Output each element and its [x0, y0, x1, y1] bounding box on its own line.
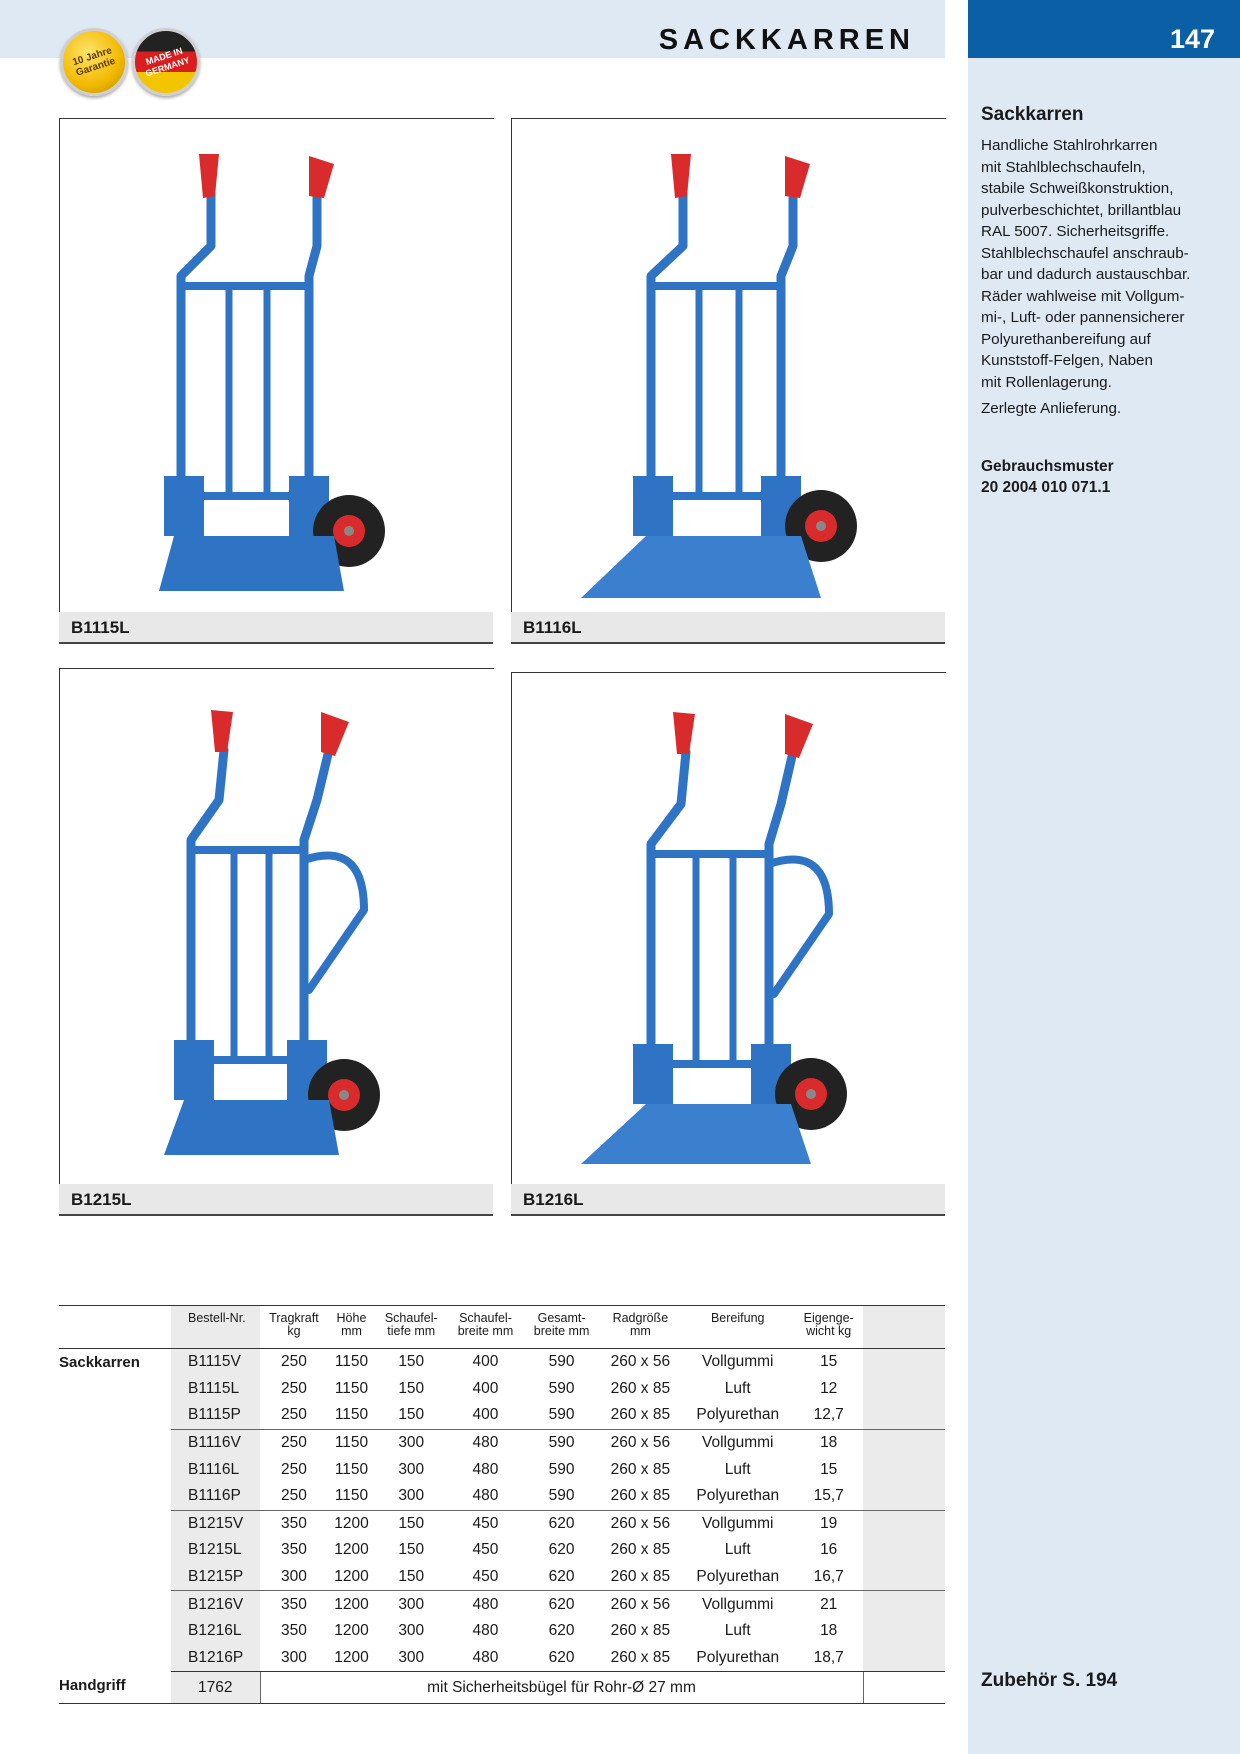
product-card-b1115l [59, 118, 493, 644]
table-cell: 480 [472, 1487, 499, 1505]
delivery-note: Zerlegte Anlieferung. [981, 400, 1122, 417]
description-line: Handliche Stahlrohrkarren [981, 137, 1158, 154]
table-cell: 150 [398, 1379, 425, 1397]
table-cell: 590 [548, 1487, 575, 1505]
table-cell: 15 [820, 1460, 838, 1478]
table-cell: 260 x 85 [610, 1460, 671, 1478]
table-row [59, 1510, 945, 1537]
header-hoehe [328, 1306, 375, 1349]
table-cell: 250 [281, 1379, 307, 1397]
table-cell: 300 [375, 1591, 447, 1618]
category-label: Handgriff [59, 1672, 171, 1704]
description-line: stabile Schweißkonstruktion, [981, 180, 1174, 197]
table-cell: 450 [472, 1568, 499, 1586]
article-number: B1216L [171, 1618, 260, 1645]
table-header-row [59, 1306, 945, 1349]
table-cell: Polyurethan [696, 1487, 780, 1505]
table-cell: 250 [281, 1460, 307, 1478]
description-line: RAL 5007. Sicherheitsgriffe. [981, 223, 1170, 240]
table-cell: Vollgummi [681, 1591, 794, 1618]
specification-table [59, 1305, 945, 1704]
table-row [59, 1349, 945, 1376]
hand-truck-icon [129, 136, 429, 616]
product-card-b1215l [59, 668, 493, 1216]
table-cell: 19 [794, 1510, 863, 1537]
sidebar-heading: Sackkarren [981, 104, 1084, 125]
description-paragraph [981, 135, 1206, 393]
article-number: B1216P [171, 1645, 260, 1672]
header-bereifung [681, 1306, 794, 1349]
table-cell: 18 [794, 1429, 863, 1456]
header-line: wicht kg [806, 1324, 852, 1338]
table-cell: 450 [472, 1541, 499, 1559]
gebrauchsmuster-number: 20 2004 010 071.1 [981, 479, 1111, 496]
table-cell: 1200 [334, 1568, 369, 1586]
article-number: B1215V [171, 1510, 260, 1537]
table-cell: 260 x 56 [600, 1510, 681, 1537]
table-cell-spacer [863, 1537, 945, 1564]
table-row [59, 1591, 945, 1618]
table-cell: Polyurethan [696, 1568, 780, 1586]
description-line: mi-, Luft- oder pannensicherer [981, 309, 1185, 326]
table-cell: 150 [375, 1510, 447, 1537]
article-number: B1115L [171, 1376, 260, 1403]
article-number: B1116P [171, 1483, 260, 1510]
table-cell: 350 [281, 1622, 307, 1640]
table-cell: 250 [281, 1406, 307, 1424]
category-label: Sackkarren [59, 1354, 140, 1371]
table-cell: 12 [820, 1379, 838, 1397]
table-cell: 21 [794, 1591, 863, 1618]
article-number: B1215L [171, 1537, 260, 1564]
table-cell: 250 [281, 1487, 307, 1505]
table-cell: 260 x 56 [610, 1353, 671, 1371]
table-cell: 1150 [334, 1460, 369, 1478]
table-row [59, 1537, 945, 1564]
table-cell: 1150 [334, 1353, 369, 1371]
table-cell: 260 x 85 [610, 1487, 671, 1505]
description-line: pulverbeschichtet, brillantblau [981, 201, 1182, 219]
header-line: Tragkraft [269, 1311, 319, 1325]
table-cell-spacer [863, 1564, 945, 1591]
guarantee-badge-text: 10 Jahre Garantie [71, 45, 117, 79]
table-cell: 480 [447, 1591, 523, 1618]
product-caption [511, 1184, 945, 1216]
product-caption [59, 1184, 493, 1216]
description-line: Räder wahlweise mit Vollgum- [981, 287, 1185, 305]
table-cell: Luft [724, 1541, 751, 1559]
table-cell: 260 x 85 [610, 1568, 671, 1586]
description-line: bar und dadurch austauschbar. [981, 266, 1191, 283]
page-number-tab [968, 0, 1240, 58]
handgriff-description: mit Sicherheitsbügel für Rohr-Ø 27 mm [260, 1672, 863, 1704]
table-cell: 1150 [334, 1487, 369, 1505]
article-number: B1116V [171, 1429, 260, 1456]
table-cell: 1200 [334, 1622, 369, 1640]
table-cell: 350 [260, 1510, 328, 1537]
hand-truck-wide-plate-icon [571, 136, 891, 616]
header-line: mm [629, 1324, 651, 1338]
table-row [59, 1456, 945, 1483]
description-line: Polyurethanbereifung auf [981, 330, 1151, 348]
table-cell: Luft [724, 1379, 751, 1397]
table-cell: 350 [281, 1541, 307, 1559]
table-cell: 1200 [328, 1510, 375, 1537]
guarantee-badge-icon [60, 28, 128, 96]
product-code: B1116L [523, 618, 582, 637]
article-number: B1115P [171, 1402, 260, 1429]
table-cell-spacer [863, 1645, 945, 1672]
header-gesamtbreite [524, 1306, 600, 1349]
table-cell: Polyurethan [681, 1645, 794, 1672]
page-title: SACKKARREN [658, 24, 915, 56]
table-cell: 620 [524, 1591, 600, 1618]
table-cell: 150 [398, 1568, 425, 1586]
table-cell: 400 [472, 1353, 499, 1371]
header-line: breite mm [533, 1324, 590, 1338]
header-bestell-nr [171, 1306, 260, 1349]
header-tragkraft [260, 1306, 328, 1349]
made-in-germany-text: MADE IN GERMANY [144, 45, 191, 79]
header-line: breite mm [457, 1324, 514, 1338]
table-cell: 480 [447, 1429, 523, 1456]
header-line: mm [341, 1324, 362, 1338]
header-schaufelbreite [447, 1306, 523, 1349]
table-cell: 300 [281, 1568, 307, 1586]
table-cell: 1150 [328, 1429, 375, 1456]
table-cell: 300 [260, 1645, 328, 1672]
table-cell: 450 [447, 1510, 523, 1537]
table-row [59, 1402, 945, 1429]
table-cell: 620 [524, 1645, 600, 1672]
header-line: Radgröße [612, 1311, 669, 1325]
product-code: B1215L [71, 1190, 132, 1209]
header-cell-category [59, 1306, 171, 1349]
table-cell: 480 [472, 1460, 499, 1478]
table-cell: 16,7 [813, 1568, 844, 1586]
table-cell: 18,7 [794, 1645, 863, 1672]
article-number: B1116L [171, 1456, 260, 1483]
table-cell-spacer [863, 1510, 945, 1537]
table-cell: 590 [548, 1379, 575, 1397]
table-cell-spacer [863, 1672, 945, 1704]
header-line: Eigenge- [803, 1311, 854, 1325]
header-line: tiefe mm [387, 1324, 436, 1338]
product-card-b1116l [511, 118, 945, 644]
table-cell: 620 [548, 1568, 575, 1586]
product-code: B1115L [71, 618, 130, 637]
table-cell: 400 [472, 1379, 499, 1397]
table-cell: 260 x 56 [600, 1591, 681, 1618]
article-number: B1216V [171, 1591, 260, 1618]
table-cell-spacer [863, 1456, 945, 1483]
table-cell: 480 [472, 1622, 499, 1640]
table-cell: 300 [375, 1429, 447, 1456]
header-line: Höhe [336, 1311, 367, 1325]
page-number: 147 [1169, 24, 1215, 54]
accessories-reference: Zubehör S. 194 [981, 1670, 1118, 1691]
table-cell: 260 x 85 [600, 1645, 681, 1672]
table-cell: 260 x 85 [610, 1406, 671, 1424]
table-cell: 590 [548, 1406, 575, 1424]
header-line: Bestell-Nr. [188, 1311, 246, 1325]
article-number: B1215P [171, 1564, 260, 1591]
table-cell: 1150 [334, 1379, 369, 1397]
table-cell: Vollgummi [701, 1353, 774, 1371]
table-cell: 300 [398, 1487, 425, 1505]
table-cell: 590 [548, 1353, 575, 1371]
product-caption [511, 612, 945, 644]
table-cell: 350 [260, 1591, 328, 1618]
table-cell: 15 [820, 1353, 838, 1371]
table-cell: 260 x 85 [610, 1379, 671, 1397]
table-cell: 260 x 85 [610, 1541, 671, 1559]
product-caption [59, 612, 493, 644]
table-cell: 15,7 [813, 1487, 844, 1505]
table-cell: 620 [548, 1541, 575, 1559]
table-cell: Luft [724, 1622, 751, 1640]
description-line: Stahlblechschaufel anschraub- [981, 244, 1189, 262]
table-cell: Vollgummi [681, 1510, 794, 1537]
table-row [59, 1618, 945, 1645]
table-cell: 590 [524, 1429, 600, 1456]
description-line: mit Stahlblechschaufeln, [981, 158, 1146, 176]
table-cell: 480 [447, 1645, 523, 1672]
table-cell: Vollgummi [681, 1429, 794, 1456]
table-cell-spacer [863, 1591, 945, 1618]
product-card-b1216l [511, 672, 945, 1216]
table-cell: 12,7 [813, 1406, 844, 1424]
table-cell: 1200 [334, 1541, 369, 1559]
table-row [59, 1564, 945, 1591]
table-cell: 1200 [328, 1591, 375, 1618]
product-code: B1216L [523, 1190, 584, 1209]
table-cell: 300 [398, 1622, 425, 1640]
table-row [59, 1429, 945, 1456]
table-cell: 250 [281, 1353, 307, 1371]
table-cell-spacer [863, 1376, 945, 1403]
article-number: B1115V [171, 1349, 260, 1376]
table-cell: 260 x 85 [610, 1622, 671, 1640]
table-cell: 18 [820, 1622, 838, 1640]
made-in-germany-badge-icon [132, 28, 200, 96]
table-cell: 250 [260, 1429, 328, 1456]
header-schaufeltiefe [375, 1306, 447, 1349]
header-cell-spacer [863, 1306, 945, 1349]
table-cell: 620 [524, 1510, 600, 1537]
table-cell: 16 [820, 1541, 838, 1559]
table-cell: 620 [548, 1622, 575, 1640]
table-cell: Luft [724, 1460, 751, 1478]
table-cell-spacer [863, 1483, 945, 1510]
header-line: Schaufel- [384, 1311, 438, 1325]
table-row [59, 1376, 945, 1403]
header-line: kg [287, 1324, 301, 1338]
table-cell-spacer [863, 1429, 945, 1456]
table-cell-spacer [863, 1349, 945, 1376]
table-cell: 150 [398, 1541, 425, 1559]
table-cell: 150 [398, 1406, 425, 1424]
description-line: mit Rollenlagerung. [981, 373, 1112, 391]
table-cell: 300 [375, 1645, 447, 1672]
header-line: Bereifung [710, 1311, 765, 1325]
header-eigengewicht [794, 1306, 863, 1349]
table-cell: 300 [398, 1460, 425, 1478]
table-cell: 1150 [334, 1406, 369, 1424]
header-radgroesse [600, 1306, 681, 1349]
table-cell-spacer [863, 1618, 945, 1645]
table-row [59, 1483, 945, 1510]
hand-truck-with-bow-icon [139, 690, 439, 1190]
table-body [59, 1349, 945, 1704]
table-cell: Polyurethan [696, 1406, 780, 1424]
hand-truck-with-bow-wide-plate-icon [571, 694, 891, 1194]
gebrauchsmuster-label: Gebrauchsmuster [981, 458, 1114, 475]
table-row-handgriff [59, 1672, 945, 1704]
article-number: 1762 [171, 1672, 260, 1704]
description-line: Kunststoff-Felgen, Naben [981, 352, 1153, 369]
table-cell: 260 x 56 [600, 1429, 681, 1456]
product-description [981, 135, 1206, 425]
table-row [59, 1645, 945, 1672]
header-line: Schaufel- [459, 1311, 512, 1325]
table-cell: 150 [398, 1353, 425, 1371]
table-cell: 400 [472, 1406, 499, 1424]
table-cell: 1200 [328, 1645, 375, 1672]
header-line: Gesamt- [537, 1311, 586, 1325]
table-cell-spacer [863, 1402, 945, 1429]
table-cell: 590 [548, 1460, 575, 1478]
